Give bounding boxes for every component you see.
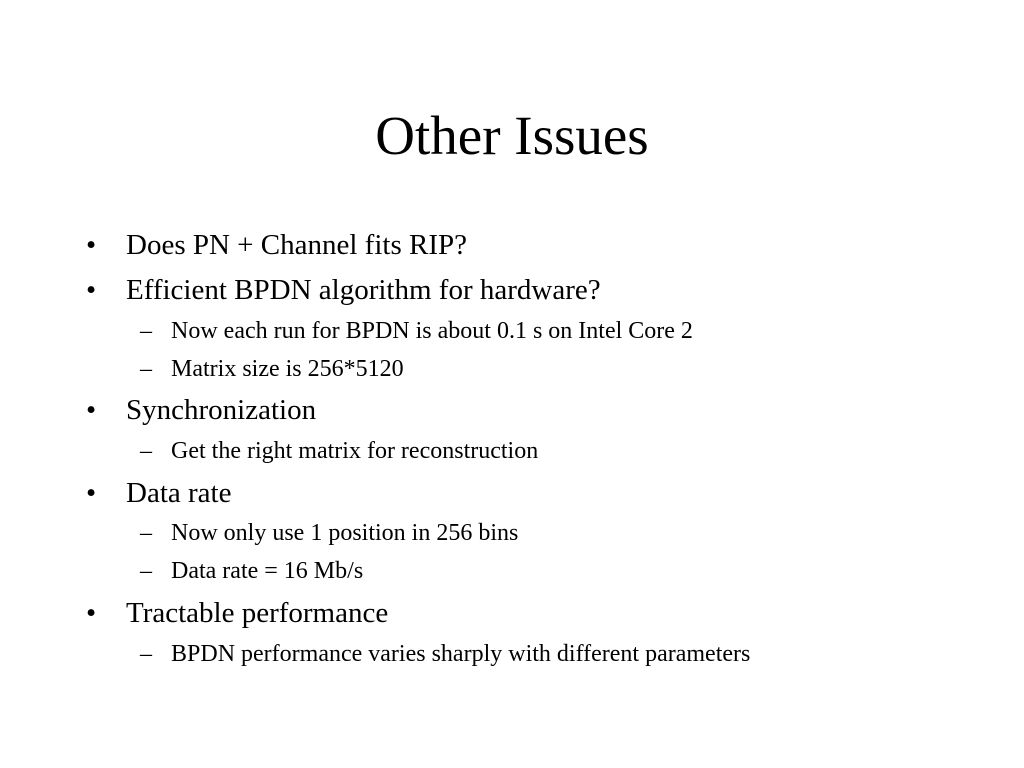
dash-icon: – [140, 438, 152, 464]
bullet-text: Tractable performance [126, 597, 389, 629]
slide-title: Other Issues [375, 105, 649, 166]
bullet-dot-icon: • [86, 477, 97, 509]
sub-bullet-text: BPDN performance varies sharply with different parameters [171, 641, 751, 667]
bullet-dot-icon: • [86, 597, 97, 629]
bullet-text: Synchronization [126, 394, 317, 426]
bullet-dot-icon: • [86, 274, 97, 306]
bullet-text: Data rate [126, 477, 232, 509]
dash-icon: – [140, 641, 152, 667]
bullet-dot-icon: • [86, 394, 97, 426]
sub-bullet-text: Now each run for BPDN is about 0.1 s on Intel Core 2 [171, 318, 693, 344]
bullet-text: Efficient BPDN algorithm for hardware? [126, 274, 601, 306]
sub-bullet-text: Get the right matrix for reconstruction [171, 438, 539, 464]
dash-icon: – [140, 318, 152, 344]
dash-icon: – [140, 520, 152, 546]
sub-bullet-text: Now only use 1 position in 256 bins [171, 520, 519, 546]
bullet-text: Does PN + Channel fits RIP? [126, 229, 467, 261]
sub-bullet-text: Data rate = 16 Mb/s [171, 558, 364, 584]
dash-icon: – [140, 558, 152, 584]
bullet-dot-icon: • [86, 229, 97, 261]
sub-bullet-text: Matrix size is 256*5120 [171, 356, 404, 382]
dash-icon: – [140, 356, 152, 382]
